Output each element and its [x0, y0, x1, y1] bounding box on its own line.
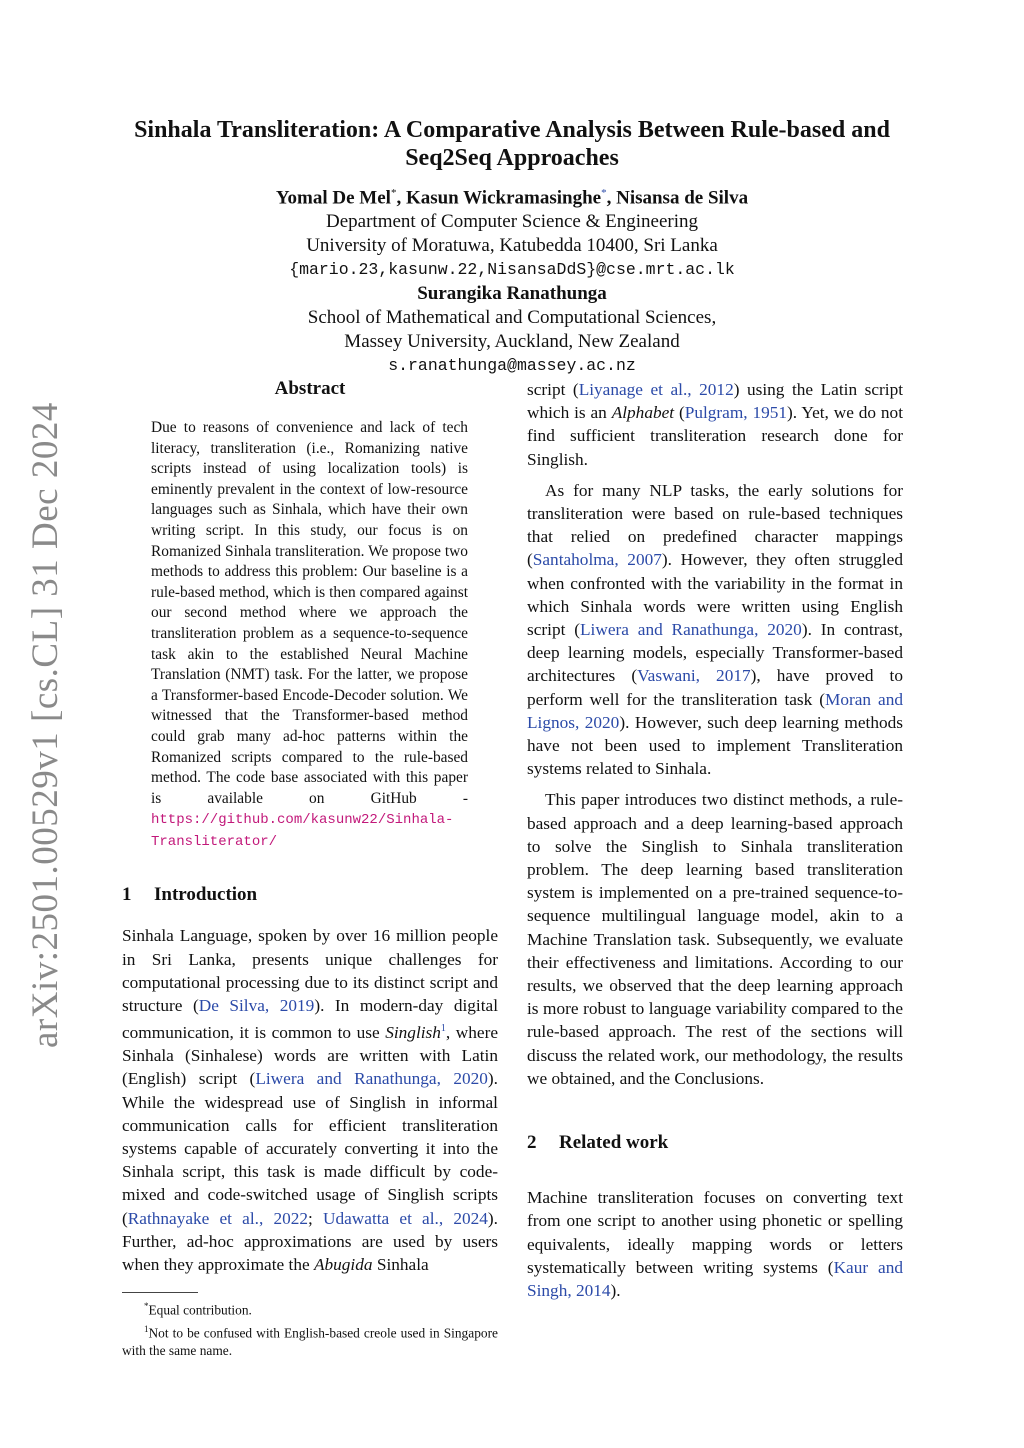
related-work-paragraph	[527, 1186, 903, 1302]
right-column	[527, 378, 903, 1302]
text-run: ). However, they often struggled when confronted with the variability in the format in which Sinhala words were written using English script (	[527, 550, 903, 640]
footnote-equal-contribution	[122, 1297, 498, 1319]
citation-link[interactable]: Moran and Lignos, 2020	[527, 689, 903, 732]
text-run: ).	[610, 1280, 621, 1300]
text-run: As for many NLP tasks, the early solutions for transliteration were based on rule-based techniques that relied on predefined character mappings (	[527, 480, 903, 570]
text-run: ) using the Latin script which is an	[527, 380, 904, 423]
text-run: script (	[527, 380, 579, 399]
citation-link[interactable]: Udawatta et al., 2024	[323, 1208, 488, 1228]
section-heading-introduction	[122, 884, 498, 906]
text-run: ). Yet, we do not find sufficient transliteration research done for Singlish.	[527, 403, 903, 469]
affiliation-university: Massey University, Auckland, New Zealand	[344, 331, 680, 353]
intro-paragraph: This paper introduces two distinct methods, a rule-based approach and a deep learning-based approach to solve the Singlish to Sinhala transliteration problem. The deep learning based transliteration system is implemented on a pre-trained sequence-to-sequence multilingual language model, akin to a Machine Translation task. Subsequently, we evaluate their effectiveness and limitations. According to our results, we observed that the deep learning approach is more robust to language variability compared to the rule-based approach. The rest of the sections will discuss the related work, our methodology, the results we obtained, and the Conclusions.	[527, 790, 903, 1088]
author-emails: {mario.23,kasunw.22,NisansaDdS}@cse.mrt.ac.lk	[289, 260, 735, 280]
text-run: ). While the widespread use of Singlish in informal communication calls for efficient transliteration systems capable of accurately converting it into the Sinhala script, this task is made difficult by code-mixed and code-switched usage of Singlish scripts (	[122, 1069, 498, 1228]
citation-link[interactable]: De Silva, 2019	[198, 996, 315, 1016]
github-link[interactable]: https://github.com/kasunw22/Sinhala-Transliterator/	[151, 812, 454, 850]
citation-link[interactable]: Vaswani, 2017	[637, 666, 751, 686]
affiliation-university: University of Moratuwa, Katubedda 10400, Sri Lanka	[306, 235, 718, 257]
affiliation-dept: Department of Computer Science & Engineering	[326, 211, 698, 233]
intro-paragraph-continued	[527, 378, 903, 471]
equal-contribution-mark: *	[390, 187, 397, 199]
citation-link[interactable]: Pulgram, 1951	[684, 403, 788, 423]
footnotes	[122, 1292, 498, 1360]
text-run: ). However, such deep learning methods have not been used to implement Transliteration systems related to Sinhala.	[527, 712, 903, 779]
author-email: s.ranathunga@massey.ac.nz	[388, 356, 636, 376]
section-number: 2	[527, 1132, 537, 1154]
footnote-text: Not to be confused with English-based creole used in Singapore with the same name.	[122, 1325, 498, 1359]
abstract-text	[151, 418, 468, 852]
author-name: Nisansa de Silva	[616, 187, 749, 209]
paper-header	[100, 116, 924, 378]
author-list: Yomal De Mel*, Kasun Wickramasinghe*, Nisansa de Silva	[275, 187, 749, 209]
section-heading-related-work	[527, 1132, 903, 1154]
text-run: Singlish	[385, 1023, 441, 1043]
footnote-divider	[122, 1292, 198, 1293]
citation-link[interactable]: Santaholma, 2007	[532, 550, 662, 570]
title-line-1: Sinhala Transliteration: A Comparative Analysis Between Rule-based and	[134, 117, 890, 143]
equal-contribution-mark: *	[601, 187, 607, 199]
citation-link[interactable]: Rathnayake et al., 2022	[127, 1208, 309, 1228]
text-run: ;	[308, 1208, 324, 1228]
section-number: 1	[122, 884, 132, 906]
footnote-text: Equal contribution.	[148, 1302, 252, 1318]
footnote-1	[122, 1320, 498, 1360]
text-run: ), have proved to perform well for the transliteration task (	[527, 666, 903, 709]
footnote-link[interactable]: 1	[440, 1023, 446, 1035]
footnote-mark: *	[144, 1301, 149, 1312]
text-run: Machine transliteration focuses on converting text from one script to another using phonetic or spelling equivalents, ideally mapping words or letters systematically between writing systems (	[527, 1188, 903, 1277]
citation-link[interactable]: Kaur and Singh, 2014	[527, 1257, 903, 1300]
abstract-heading: Abstract	[274, 378, 346, 399]
left-column	[122, 378, 498, 1360]
citation-link[interactable]: Liyanage et al., 2012	[578, 380, 734, 399]
text-run: (	[674, 403, 685, 423]
footnote-mark: 1	[144, 1323, 149, 1334]
section-title: Related work	[559, 1132, 669, 1154]
affiliation-school: School of Mathematical and Computational Sciences,	[307, 307, 717, 329]
text-run: Sinhala Language, spoken by over 16 million people in Sri Lanka, presents unique challenges for computational processing due to its distinct script and structure (	[122, 926, 498, 1016]
citation-link[interactable]: Liwera and Ranathunga, 2020	[580, 620, 802, 640]
text-run: , where Sinhala (Sinhalese) words are written with Latin (English) script (	[122, 1023, 499, 1089]
title-line-2: Seq2Seq Approaches	[405, 145, 619, 171]
arxiv-identifier: arXiv:2501.00529v1 [cs.CL] 31 Dec 2024	[25, 402, 66, 1048]
author-name: Surangika Ranathunga	[417, 283, 607, 305]
text-run: ). In modern-day digital communication, it is common to use	[122, 996, 498, 1043]
paper-title	[100, 116, 924, 172]
author-name: Yomal De Mel	[275, 187, 391, 209]
text-run: Alphabet	[611, 403, 675, 423]
citation-link[interactable]: Liwera and Ranathunga, 2020	[255, 1069, 488, 1089]
section-title: Introduction	[154, 884, 258, 906]
intro-paragraph	[527, 479, 903, 781]
text-run: ). In contrast, deep learning models, especially Transformer-based architectures (	[527, 620, 904, 686]
text-run: ). Further, ad-hoc approximations are used by users when they approximate the	[122, 1208, 498, 1275]
intro-paragraph	[122, 924, 498, 1276]
text-run: Sinhala	[372, 1255, 429, 1275]
author-name: Kasun Wickramasinghe	[405, 187, 602, 209]
abstract-body: Due to reasons of convenience and lack of tech literacy, transliteration (i.e., Romanizing native scripts instead of using localization tools) is eminently prevalent in the context of low-resource languages such as Sinhala, which have their own writing script. In this study, our focus is on Romanized Sinhala transliteration. We propose two methods to address this problem: Our baseline is a rule-based method, which is then compared against our second method where we approach the transliteration problem as a sequence-to-sequence task akin to the established Neural Machine Translation (NMT) task. For the latter, we propose a Transformer-based Encode-Decoder solution. We witnessed that the Transformer-based method could grab many ad-hoc patterns within the Romanized scripts compared to the rule-based method. The code base associated with this paper is available on GitHub -	[151, 419, 468, 807]
text-run: Abugida	[313, 1255, 373, 1275]
